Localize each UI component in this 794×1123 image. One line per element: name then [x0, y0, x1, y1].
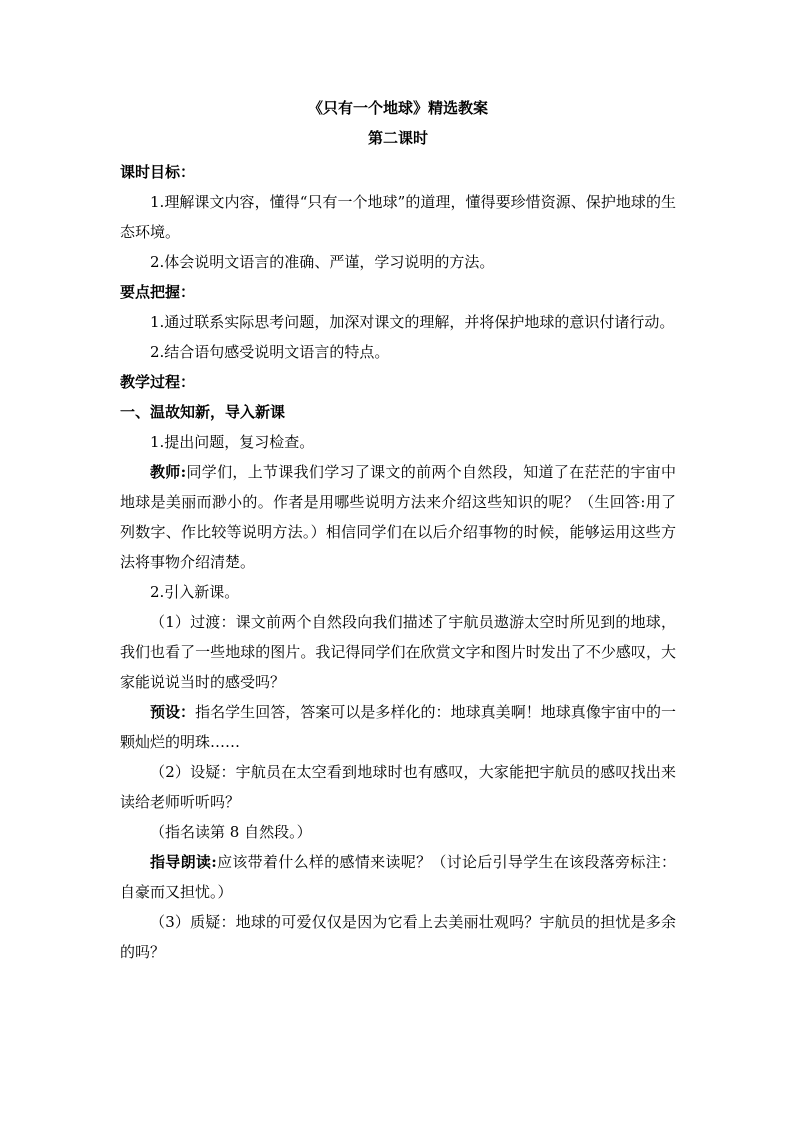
teacher-text: 同学们，上节课我们学习了课文的前两个自然段，知道了在茫茫的宇宙中地球是美丽而渺小的。作者是用哪些说明方法来介绍这些知识的呢？（生回答:用了列数字、作比较等说明方法。）相信同学们在以后介绍事物的时候，能够运用这些方法将事物介绍清楚。 [120, 463, 676, 571]
teacher-label: 教师: [150, 463, 187, 481]
sub-step-2-note: （指名读第 8 自然段。） [150, 823, 312, 841]
guide-text: 应该带着什么样的感情来读呢？（讨论后引导学生在该段落旁标注：自豪而又担忧。） [120, 853, 676, 901]
process-heading: 教学过程： [120, 373, 196, 391]
teacher-paragraph [120, 457, 676, 577]
guide-paragraph [120, 847, 676, 907]
preset-label: 预设： [150, 703, 196, 721]
preset-paragraph [120, 697, 676, 757]
document-body [120, 93, 676, 967]
document-subtitle: 第二课时 [367, 129, 428, 147]
keypoints-heading: 要点把握： [120, 283, 196, 301]
preset-text: 指名学生回答，答案可以是多样化的：地球真美啊！地球真像宇宙中的一颗灿烂的明珠…… [120, 703, 676, 751]
guide-label: 指导朗读: [150, 853, 217, 871]
goal-item-1: 1.理解课文内容，懂得“只有一个地球”的道理，懂得要珍惜资源、保护地球的生态环境。 [120, 193, 676, 241]
document-title: 《只有一个地球》精选教案 [307, 99, 488, 117]
sub-step-1: （1）过渡：课文前两个自然段向我们描述了宇航员遨游太空时所见到的地球，我们也看了一些地球的图片。我记得同学们在欣赏文字和图片时发出了不少感叹，大家能说说当时的感受吗？ [120, 613, 676, 691]
goals-heading: 课时目标： [120, 163, 196, 181]
sub-step-3: （3）质疑：地球的可爱仅仅是因为它看上去美丽壮观吗？宇航员的担忧是多余的吗？ [120, 913, 676, 961]
step-2: 2.引入新课。 [150, 583, 240, 601]
part1-heading: 一、温故知新，导入新课 [120, 403, 286, 421]
sub-step-2: （2）设疑：宇航员在太空看到地球时也有感叹，大家能把宇航员的感叹找出来读给老师听听吗？ [120, 763, 676, 811]
step-1: 1.提出问题，复习检查。 [150, 433, 315, 451]
keypoint-item-1: 1.通过联系实际思考问题，加深对课文的理解，并将保护地球的意识付诸行动。 [150, 313, 675, 331]
goal-item-2: 2.体会说明文语言的准确、严谨，学习说明的方法。 [150, 253, 495, 271]
keypoint-item-2: 2.结合语句感受说明文语言的特点。 [150, 343, 390, 361]
